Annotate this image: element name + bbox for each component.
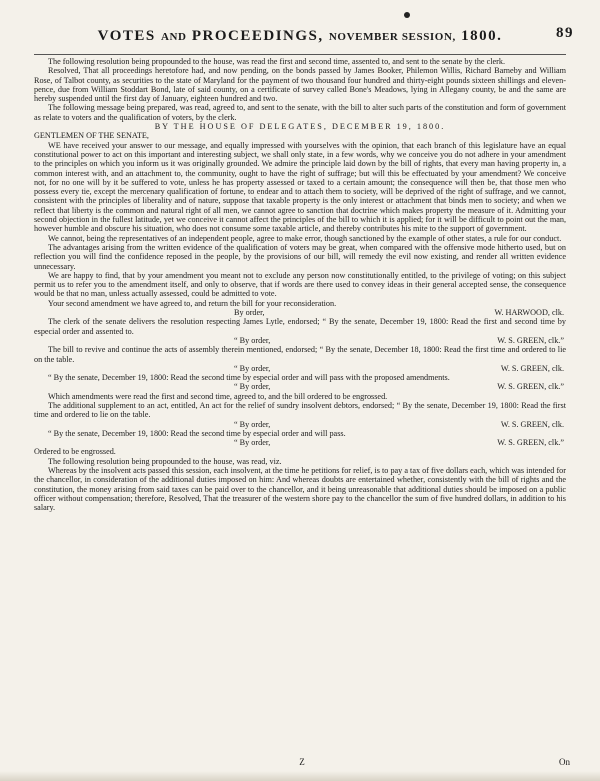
by-order-label: “ By order, bbox=[234, 335, 271, 345]
paragraph-lytle-resolution: The clerk of the senate delivers the resolution respecting James Lytle, endorsed; “ By the senate, December 19, 1800: Read the first and second time by especial order and assented to. bbox=[34, 317, 566, 336]
clerk-signature: W. S. GREEN, clk.” bbox=[497, 382, 564, 392]
by-order-label: “ By order, bbox=[234, 419, 271, 429]
by-order-label: “ By order, bbox=[234, 438, 271, 448]
paragraph-advantages: The advantages arising from the written evidence of the qualification of voters may be great, when compared with the offensive mode hitherto used, but on reflection you will find the confidence reposed in the people, by the provisions of our bill, will remedy the evil now existing, and render all written evidence unnecessary. bbox=[34, 242, 566, 271]
paragraph-second-amendment: Your second amendment we have agreed to, and return the bill for your reconsideration. bbox=[48, 298, 337, 308]
signature-mark: Z bbox=[299, 757, 305, 767]
signature-block-green-1 bbox=[34, 336, 566, 345]
clerk-signature: W. S. GREEN, clk.” bbox=[497, 438, 564, 448]
salutation: GENTLEMEN OF THE SENATE, bbox=[34, 131, 149, 141]
paragraph-message-body: WE have received your answer to our message, and equally impressed with yourselves with the opinion, that each branch of this legislature have an equal constitutional power to act on this important and interesting subject, we shall only state, in a few words, why we conceive you do not adhere in your amendment to the principles on which you inform us it was originally grounded. We admire the principle laid down by the bill of rights, that every man having property in, a common interest with, and an attachment to, the community, ought to have the right of suffrage; but will this be effectuated by your amendment? We conceive not, for no one will by it be suffered to vote, unless he has property assessed or taxed to a certain amount; the consequence will then be, that those men who possess every tie, except the mercenary qualification of fortune, to endear and to attach them to society, will be deprived of the right of suffrage, and we cannot, consistent with the principles of liberality and of nature, suppose that taxable property is the only interest or attachment that binds men to society; and when we reflect that liberty is the common and natural right of all men, we cannot agree to sanction that doctrine which makes property the measure of it. Admitting your second objection in the fullest latitude, yet we conceive it cannot affect the principles of the bill to which it is applied; for it will be difficult to point out the man, however humble and obscure his situation, who does not consume some taxable article, and thereby contributes his mite to the support of government. bbox=[34, 140, 566, 234]
clerk-signature: W. S. GREEN, clk.” bbox=[497, 335, 564, 345]
catchword: On bbox=[559, 757, 570, 767]
header-title-votes: VOTES bbox=[97, 28, 156, 44]
signature-block-green-5 bbox=[34, 438, 566, 447]
paragraph-revive-bill: The bill to revive and continue the acts of assembly therein mentioned, endorsed; “ By the senate, December 18, 1800: Read the first time and ordered to lie on the table. bbox=[34, 345, 566, 364]
running-header bbox=[34, 25, 574, 55]
paragraph-happy-to-find: We are happy to find, that by your amendment you meant not to exclude any person now constitutionally entitled, to the privilege of voting; on this subject permit us to refer you to the amendment itself, and only to observe, that if words are there used to convey ideas in their general accepted sense, the consequence would be that no man, unless actually assessed, could be admitted to vote. bbox=[34, 270, 566, 299]
by-order-label: “ By order, bbox=[234, 382, 271, 392]
paragraph-will-pass: “ By the senate, December 19, 1800: Read the second time by especial order and will pass. bbox=[48, 428, 346, 438]
header-title-proceedings: PROCEEDINGS, bbox=[191, 28, 324, 44]
clerk-signature: W. S. GREEN, clk. bbox=[500, 419, 564, 429]
header-session: NOVEMBER SESSION, bbox=[328, 31, 456, 43]
signature-block-green-2 bbox=[34, 364, 566, 373]
signature-block-harwood bbox=[34, 308, 566, 317]
paragraph-resolved-bonds: Resolved, That all proceedings heretofore had, and now pending, on the bonds passed by James Booker, Philemon Willis, Richard Barneby and William Rose, of Talbot county, as securities to the state of Maryland for the payment of two thousand four hundred and thirty-eight pounds sixteen shillings and eleven-pence, due from William Stoddart Bond, late of said county, on a certificate of survey called Bone's Meadows, lying in Allegany county, be and the same are hereby suspended until the first day of January, eighteen hundred and two. bbox=[34, 66, 566, 104]
clerk-signature: W. HARWOOD, clk. bbox=[494, 308, 564, 318]
paragraph-resolution-intro: The following resolution being propounded to the house, was read the first and second time, assented to, and sent to the senate by the clerk. bbox=[48, 57, 506, 66]
by-order-label: By order, bbox=[234, 308, 265, 318]
paragraph-ordered-engrossed: Ordered to be engrossed. bbox=[34, 447, 116, 457]
by-order-label: “ By order, bbox=[234, 363, 271, 373]
header-title-and: AND bbox=[160, 31, 187, 43]
paragraph-insolvent-supplement: The additional supplement to an act, entitled, An act for the relief of sundry insolvent debtors, endorsed; “ By the senate, December 19, 1800: Read the first time and ordered to lie on the table. bbox=[34, 400, 566, 420]
signature-block-green-3 bbox=[34, 382, 566, 391]
header-year: 1800. bbox=[461, 28, 503, 44]
page-edge-shadow bbox=[0, 771, 600, 781]
paragraph-amendments-read: Which amendments were read the first and second time, agreed to, and the bill ordered to be engrossed. bbox=[48, 391, 388, 401]
clerk-signature: W. S. GREEN, clk. bbox=[500, 363, 564, 373]
house-of-delegates-line: BY THE HOUSE OF DELEGATES, DECEMBER 19, 1800. bbox=[154, 122, 446, 132]
page-number: 89 bbox=[556, 25, 574, 41]
ink-blot-decoration bbox=[404, 12, 410, 18]
paragraph-representatives: We cannot, being the representatives of an independent people, agree to make error, though sanctioned by the example of other states, a rule for our conduct. bbox=[48, 233, 562, 243]
paragraph-whereas-insolvent: Whereas by the insolvent acts passed this session, each insolvent, at the time he petitions for relief, is to pay a tax of five dollars each, which was intended for the chancellor, in consideration of the additional duties imposed on him: And whereas doubts are entertained whether, consistently with the bill of rights and the constitution, the money arising from said taxes can be paid over to the chancellor, and it being unreasonable that additional duties should be imposed on a public officer without compensation; therefore, Resolved, That the treasurer of the western shore pay to the chancellor the sum of five hundred dollars, in addition to his salary. bbox=[34, 466, 566, 513]
page-footer bbox=[34, 757, 570, 767]
paragraph-message-intro: The following message being prepared, was read, agreed to, and sent to the senate, with the bill to alter such parts of the constitution and form of government as relate to voters and the qualification of voters, by the clerk. bbox=[34, 103, 566, 122]
paragraph-resolution-viz: The following resolution being propounded to the house, was read, viz. bbox=[48, 456, 282, 466]
signature-block-green-4 bbox=[34, 420, 566, 429]
paragraph-second-reading: “ By the senate, December 19, 1800: Read the second time by especial order and will pass with the proposed amendments. bbox=[48, 373, 450, 383]
